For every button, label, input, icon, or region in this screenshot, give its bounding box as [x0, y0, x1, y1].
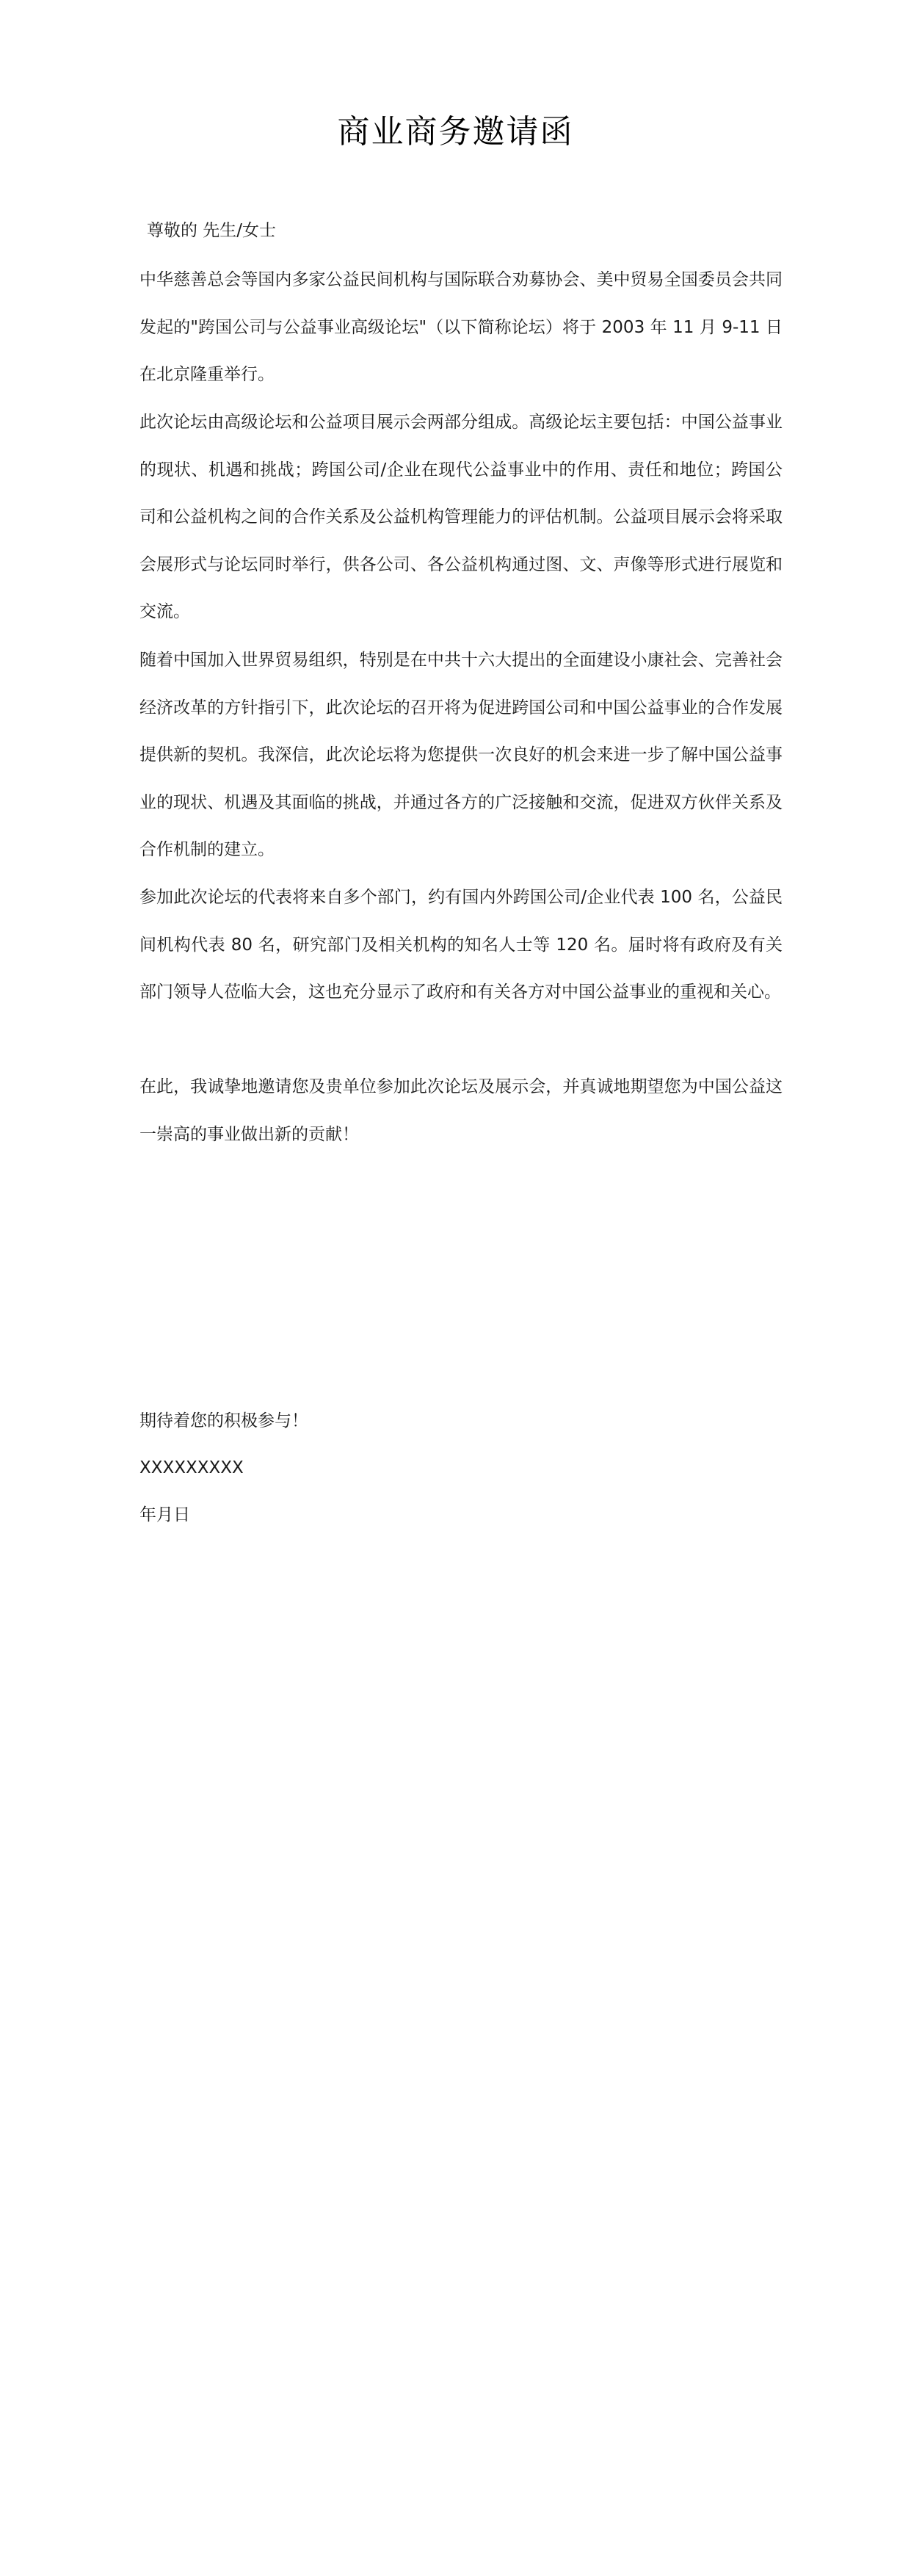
- paragraph-forum-announcement: 中华慈善总会等国内多家公益民间机构与国际联合劝募协会、美中贸易全国委员会共同发起的"跨国公司与公益事业高级论坛"（以下简称论坛）将于 2003 年 11 月 9-11 日在北京隆重举行。: [139, 270, 783, 384]
- paragraph-invitation: 在此，我诚挚地邀请您及贵单位参加此次论坛及展示会，并真诚地期望您为中国公益这一崇高的事业做出新的贡献！: [139, 1077, 783, 1144]
- document-title: 商业商务邀请函: [337, 113, 574, 151]
- paragraph-forum-structure: 此次论坛由高级论坛和公益项目展示会两部分组成。高级论坛主要包括：中国公益事业的现状、机遇和挑战；跨国公司/企业在现代公益事业中的作用、责任和地位；跨国公司和公益机构之间的合作关系及公益机构管理能力的评估机制。公益项目展示会将采取会展形式与论坛同时举行，供各公司、各公益机构通过图、文、声像等形式进行展览和交流。: [139, 413, 783, 621]
- salutation: 尊敬的 先生/女士: [147, 221, 277, 240]
- paragraph-forum-significance: 随着中国加入世界贸易组织，特别是在中共十六大提出的全面建设小康社会、完善社会经济改革的方针指引下，此次论坛的召开将为促进跨国公司和中国公益事业的合作发展提供新的契机。我深信，此次论坛将为您提供一次良好的机会来进一步了解中国公益事业的现状、机遇及其面临的挑战，并通过各方的广泛接触和交流，促进双方伙伴关系及合作机制的建立。: [139, 651, 783, 859]
- closing-line: 期待着您的积极参与！: [139, 1411, 308, 1430]
- sender-name: XXXXXXXXX: [139, 1458, 244, 1477]
- signature-date: 年月日: [139, 1505, 190, 1524]
- paragraph-attendees: 参加此次论坛的代表将来自多个部门，约有国内外跨国公司/企业代表 100 名，公益民间机构代表 80 名，研究部门及相关机构的知名人士等 120 名。届时将有政府及有关部门领导人莅临大会，这也充分显示了政府和有关各方对中国公益事业的重视和关心。: [139, 888, 783, 1002]
